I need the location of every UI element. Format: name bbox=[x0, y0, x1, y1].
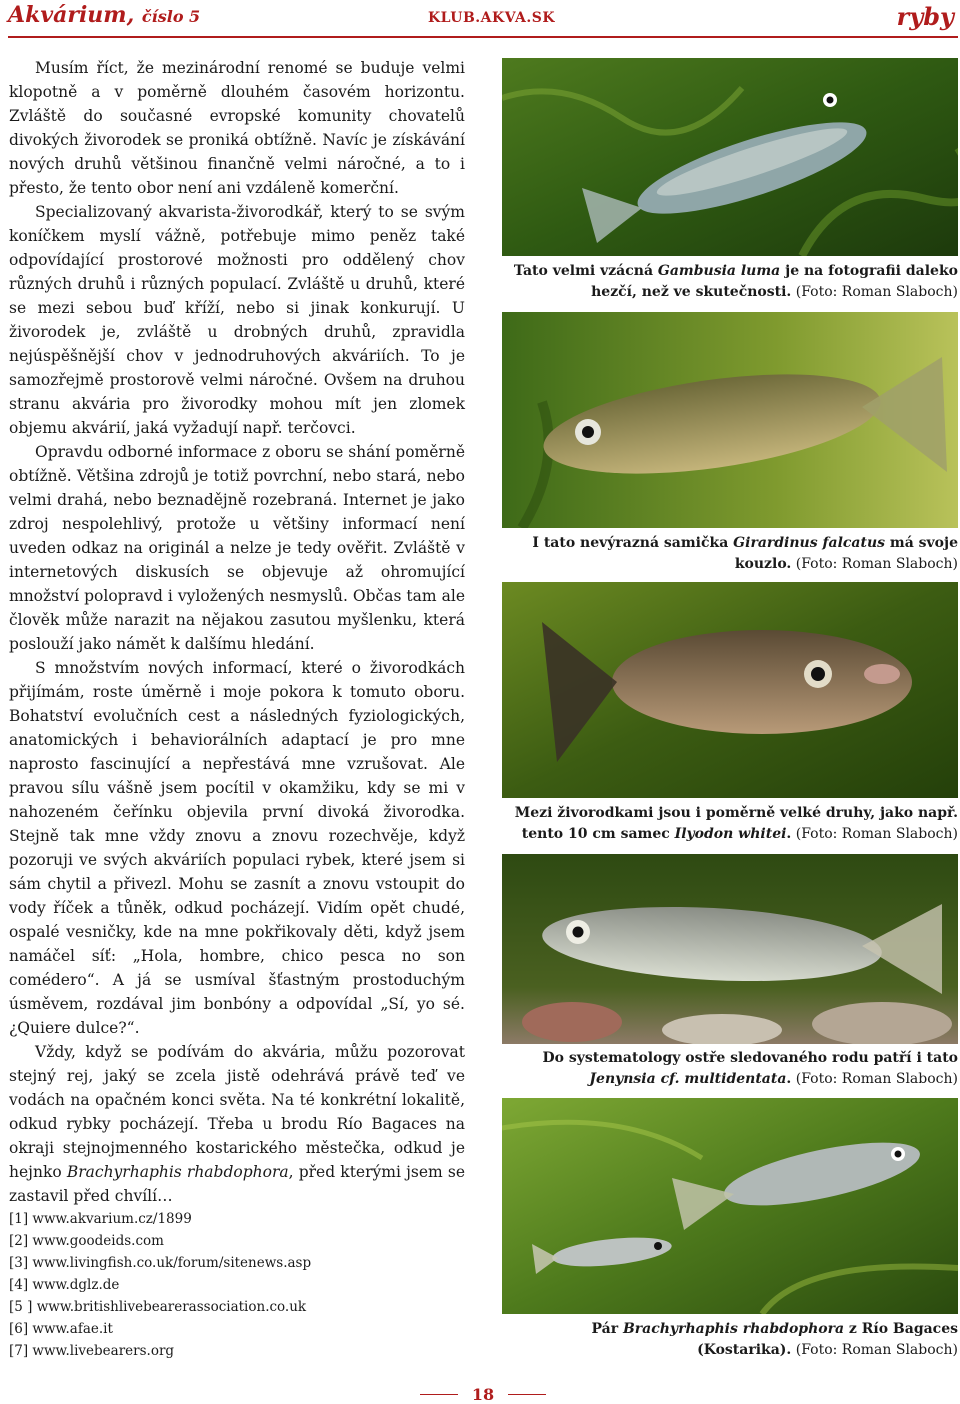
references-list bbox=[9, 1208, 311, 1362]
photo-girardinus-falcatus bbox=[502, 312, 958, 528]
caption-2: I tato nevýrazná samička Girardinus falcatus má svoje kouzlo. (Foto: Roman Slaboch) bbox=[532, 535, 958, 572]
paragraph-3: Opravdu odborné informace z oboru se shání poměrně obtížně. Většina zdrojů je totiž povrchní, nebo stará, nebo velmi drahá, nebo beznadějně rozebraná. Internet je jako zdroj nespolehlivý, protože u většiny informací není uveden odkaz na originál a nelze je tedy ověřit. Zvláště v internetových diskusích se objevuje až ohromující množství polopravd i vyložených nesmyslů. Občas tam ale člověk může narazit na nějakou zasutou myšlenku, která poslouží jako námět k dalšímu hledání. bbox=[9, 443, 465, 653]
paragraph-2: Specializovaný akvarista-živorodkář, který to se svým koníčkem myslí vážně, potřebuje mimo peněz také odpovídající prostorové možnosti pro oddělený chov různých druhů i různých populací. Zvláště u druhů, které se mezi sebou buď kříží, nebo si jinak konkurují. U živorodek je, zvláště u drobných druhů, zpravidla nejúspěšnější chov v jednodruhových akváriích. To je samozřejmě prostorově velmi náročné. Ovšem na druhou stranu akvária pro živorodky mohou mít jen zlomek objemu akvárií, jaká vyžadují např. terčovci. bbox=[9, 203, 465, 437]
reference-item: [1] www.akvarium.cz/1899 bbox=[9, 1211, 192, 1227]
caption-4: Do systematology ostře sledovaného rodu patří i tato Jenynsia cf. multidentata. (Foto: Roman Slaboch) bbox=[542, 1050, 958, 1087]
paragraph-1: Musím říct, že mezinárodní renomé se buduje velmi klopotně a v poměrně dlouhém časovém horizontu. Zvláště do současné evropské komunity chovatelů divokých živorodek se proniká obtížně. Navíc je získávání nových druhů většinou finančně velmi náročné, a to i přesto, že tento obor není ani vzdáleně komerční. bbox=[9, 59, 465, 197]
reference-item: [3] www.livingfish.co.uk/forum/sitenews.asp bbox=[9, 1255, 312, 1271]
photo-brachyrhaphis bbox=[502, 1098, 958, 1314]
page-header bbox=[8, 2, 956, 32]
reference-item: [6] www.afae.it bbox=[9, 1321, 113, 1337]
section-label: ryby bbox=[896, 2, 954, 31]
page-number bbox=[420, 1385, 546, 1403]
reference-item: [5 ] www.britishlivebearerassociation.co.uk bbox=[9, 1299, 307, 1315]
paragraph-4: S množstvím nových informací, které o živorodkách přijímám, roste úměrně i moje pokora k tomuto oboru. Bohatství evolučních cest a následných fyziologických, anatomických i behaviorálních adaptací je pro mne naprosto fascinující a nepřestává mne vzrušovat. Ale pravou sílu vášně jsem pocítil v okamžiku, kdy se mi v nahozeném čeřínku objevila první divoká živorodka. Stejně tak mne vždy znovu a znovu rozechvěje, když pozoruji ve svých akváriích populaci rybek, které jsem si sám chytil a přivezl. Mohu se zasnít a znovu vstoupit do vody říček a tůněk, odkud pocházejí. Vidím opět chudé, ospalé vesničky, kde na mne pokřikovaly děti, když jsem namáčel síť: „Hola, hombre, chico pesca no son comédero“. A já se usmíval šťastným prostoduchým úsměvem, rozdával jim bonbóny a odpovídal „Sí, yo sé. ¿Quiere dulce?“. bbox=[9, 659, 465, 1037]
page-number-rule-right bbox=[508, 1394, 546, 1395]
species-name: Brachyrhaphis rhabdophora bbox=[66, 1163, 289, 1181]
issue-label: číslo 5 bbox=[141, 7, 201, 26]
caption-1: Tato velmi vzácná Gambusia luma je na fotografii daleko hezčí, než ve skutečnosti. (Foto: Roman Slaboch) bbox=[513, 263, 958, 300]
page-number-text: 18 bbox=[471, 1385, 495, 1404]
reference-item: [2] www.goodeids.com bbox=[9, 1233, 164, 1249]
photo-gambusia-luma bbox=[502, 58, 958, 256]
site-label: KLUB.AKVA.SK bbox=[428, 10, 555, 26]
reference-item: [4] www.dglz.de bbox=[9, 1277, 120, 1293]
photo-ilyodon-whitei bbox=[502, 582, 958, 798]
article-body bbox=[9, 56, 465, 1208]
paragraph-5: Vždy, když se podívám do akvária, můžu pozorovat stejný rej, jaký se zcela jistě odehrává právě teď ve vodách na opačném konci světa. Na té konkrétní lokalitě, odkud rybky pocházejí. Třeba u brodu Río Bagaces na okraji stejnojmenného kostarického městečka, odkud je hejnko Brachyrhaphis rhabdophora, před kterými jsem se zastavil před chvílí… bbox=[9, 1043, 465, 1205]
photo-jenynsia bbox=[502, 854, 958, 1044]
reference-item: [7] www.livebearers.org bbox=[9, 1343, 175, 1359]
caption-3: Mezi živorodkami jsou i poměrně velké druhy, jako např. tento 10 cm samec Ilyodon whitei. (Foto: Roman Slaboch) bbox=[514, 805, 958, 842]
caption-5: Pár Brachyrhaphis rhabdophora z Río Bagaces (Kostarika). (Foto: Roman Slaboch) bbox=[591, 1321, 958, 1358]
header-divider bbox=[8, 36, 958, 38]
magazine-title: Akvárium, číslo 5 bbox=[8, 2, 201, 28]
